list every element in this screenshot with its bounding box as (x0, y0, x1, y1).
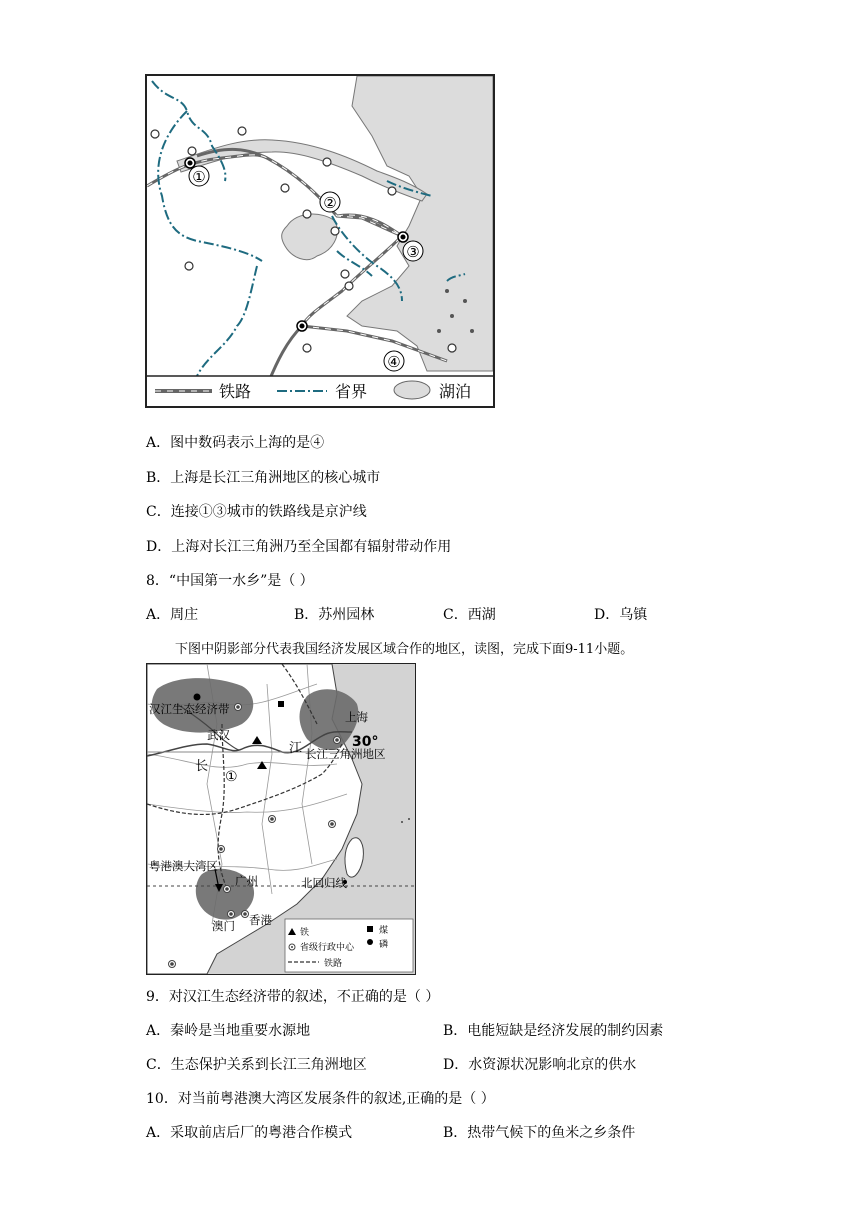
q9-option-d: D．水资源状况影响北京的供水 (443, 1057, 637, 1073)
regional-cooperation-map (146, 663, 416, 975)
marker-4 (384, 351, 404, 371)
label-guangzhou: 广州 (235, 874, 258, 888)
q10-option-a: A．采取前店后厂的粤港合作模式 (146, 1125, 353, 1141)
label-macao: 澳门 (212, 919, 235, 933)
svg-text:②: ② (323, 194, 337, 212)
section-intro: 下图中阴影部分代表我国经济发展区域合作的地区，读图，完成下面9-11小题。 (175, 642, 634, 657)
label-jiang: 江 (289, 741, 303, 756)
marker-2 (320, 192, 340, 212)
svg-text:煤: 煤 (379, 926, 389, 936)
svg-text:铁: 铁 (300, 928, 310, 938)
province-border-3 (197, 266, 257, 376)
svg-text:省级行政中心: 省级行政中心 (300, 943, 355, 953)
svg-text:铁路: 铁路 (324, 959, 343, 969)
yangtze-delta-map (145, 74, 495, 408)
svg-text:③: ③ (406, 243, 420, 261)
q8-option-a: A．周庄 (146, 607, 199, 623)
q10-option-b: B．热带气候下的鱼米之乡条件 (443, 1125, 636, 1141)
label-gba: 粤港澳大湾区 (149, 859, 218, 873)
label-tropic: 北回归线 (301, 876, 347, 890)
label-marker1: ① (225, 769, 238, 785)
q7-option-c: C．连接①③城市的铁路线是京沪线 (146, 504, 367, 520)
map2-legend (285, 919, 413, 972)
sea-area (347, 76, 493, 371)
q8-option-d: D．乌镇 (594, 607, 648, 623)
q10-stem: 10．对当前粤港澳大湾区发展条件的叙述,正确的是（ ） (146, 1091, 495, 1107)
q8-stem: 8．“中国第一水乡”是（ ） (146, 573, 314, 589)
label-yangtze-delta: 长江三角洲地区 (305, 747, 386, 761)
yangtze-delta-map-svg (147, 76, 493, 406)
marker-1 (189, 166, 209, 186)
label-chang: 长 (195, 759, 209, 774)
q9-option-c: C．生态保护关系到长江三角洲地区 (146, 1057, 367, 1073)
svg-text:①: ① (192, 168, 206, 186)
q8-option-b: B．苏州园林 (294, 607, 375, 623)
q9-option-b: B．电能短缺是经济发展的制约因素 (443, 1023, 664, 1039)
marker-3 (403, 241, 423, 261)
svg-text:磷: 磷 (379, 940, 389, 950)
svg-text:湖泊: 湖泊 (439, 382, 472, 401)
label-shanghai: 上海 (345, 710, 368, 724)
coal-symbol (278, 701, 284, 707)
q7-option-d: D．上海对长江三角洲乃至全国都有辐射带动作用 (146, 539, 452, 555)
q7-option-b: B．上海是长江三角洲地区的核心城市 (146, 470, 381, 486)
svg-text:铁路: 铁路 (219, 382, 252, 401)
q9-option-a: A．秦岭是当地重要水源地 (146, 1023, 311, 1039)
label-hongkong: 香港 (249, 913, 272, 927)
svg-text:④: ④ (387, 353, 401, 371)
province-border-2 (158, 111, 262, 261)
label-hanjiang: 汉江生态经济带 (149, 702, 230, 716)
label-wuhan: 武汉 (207, 728, 230, 742)
taihu-lake (282, 214, 338, 260)
q9-stem: 9．对汉江生态经济带的叙述，不正确的是（ ） (146, 989, 440, 1005)
q8-option-c: C．西湖 (443, 607, 496, 623)
regional-cooperation-map-svg (147, 664, 415, 974)
svg-text:省界: 省界 (335, 382, 368, 401)
q7-option-a: A．图中数码表示上海的是④ (146, 435, 325, 451)
phosphorus-symbol (194, 694, 201, 701)
label-lat30: 30° (352, 734, 379, 750)
